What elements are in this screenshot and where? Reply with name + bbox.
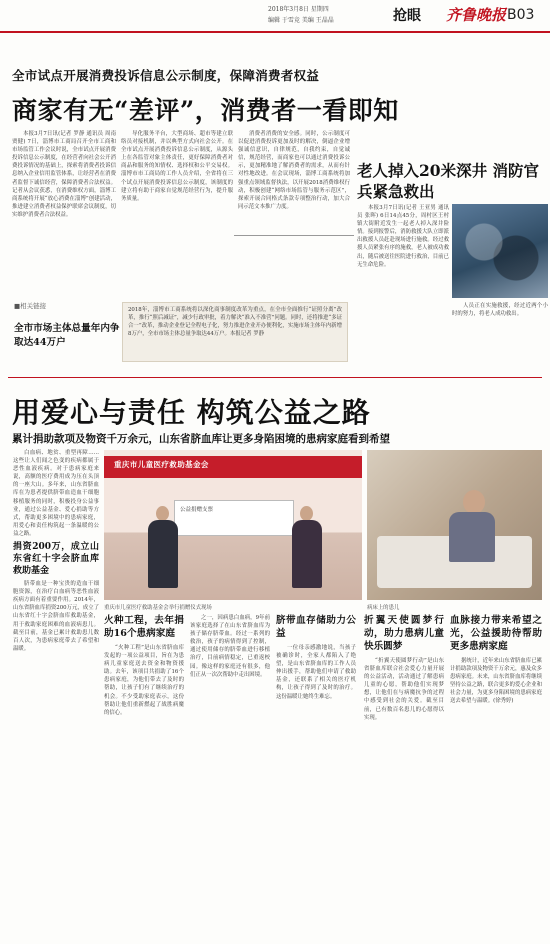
story3-headline: 用爱心与责任 构筑公益之路: [12, 396, 371, 429]
story3-subhead-3: 脐带血存储助力公益: [276, 615, 356, 639]
story1-column-3: [238, 130, 350, 230]
story3-lead: 白血病、地贫、重型再障……这些让人们闻之色变的疾病都属于恶性血液疾病。对于患病家庭来说，高额的医疗费用成为压在头顶的一座大山。多年来，山东省脐血库在为患者提供脐带血造血干细胞移植服务的同时，积极投身公益事业，通过公益基金、爱心捐助等方式，帮助更多困境中的患病家庭，用爱心和责任构筑起一条温暖的公益之路。: [13, 450, 99, 537]
story3-text: 之一，因病患白血病，9年前该家庭选择了在山东省脐血库为孩子储存脐带血。经过一系列的救治，孩子的病情得到了控制，通过使用储存的脐带血进行移植治疗，目前病情稳定，已重返校园。像这样的家庭还有很多，他们正从一次次帮助中走出困境。: [190, 615, 270, 678]
section-divider: [8, 377, 542, 378]
page-number: B03: [507, 7, 535, 23]
donation-ceremony-photo: [104, 450, 362, 600]
related-link-label: ■相关链接: [14, 302, 47, 310]
issue-date: 2018年3月8日 星期四: [268, 6, 329, 13]
newspaper-logo: 齐鲁晚报: [446, 6, 507, 24]
story3-left-body: 脐带血是一种宝贵的造血干细胞资源，在治疗白血病等恶性血液疾病方面有着重要作用。2014年，山东省脐血库捐资200万元，成立了山东省红十字会脐血库救助基金，用于救助家庭困难的血液病患儿。截至目前，基金已累计救助患儿数百人次，为患病家庭带去了希望和温暖。: [13, 581, 99, 652]
person-left: [148, 520, 178, 588]
story3-column-a: [104, 614, 184, 939]
story1-text: 本报3月7日讯(记者 罗静 通讯员 周南 贾健) 7日，淄博市工商局召开全市工商和市场监管工作会议时说，全市试点开展消费投诉信息公示制度，在经营者向社会公开消费投诉情况的基础上，探索将消费者投诉信息纳入企业信用监管体系，让经营者在消费者监督下诚信经营，保障消费者合法权益。记者从会议获悉，在消费维权方面，淄博工商系统将开展“放心消费在淄博”创建活动，推进建立消费者权益保护联席会议制度，切实维护消费者合法权益。: [12, 131, 116, 218]
patient-body: [449, 512, 495, 562]
story3-subhead-2: 火种工程，去年捐助16个患病家庭: [104, 615, 184, 639]
story3-column-c: [276, 614, 356, 939]
story3-text: 据统计，近年来山东省脐血库已累计捐助款项及物资千万余元，惠及众多患病家庭。未来，山东省脐血库将继续坚持公益之路，联合更多的爱心企业和社会力量，为更多身陷困境的患病家庭送去希望与温暖。(徐秀婷): [450, 658, 542, 705]
story3-subhead-1: 捐资200万，成立山东省红十字会脐血库救助基金: [13, 542, 99, 577]
section-name: 抢眼: [393, 8, 421, 24]
masthead-rule: [0, 31, 550, 33]
related-link-title: 全市市场主体总量年内争取达44万户: [14, 323, 120, 348]
editor-credit: 编辑 于雪竞 美编 王晶晶: [268, 17, 334, 24]
person-head-left: [156, 506, 169, 521]
story1-text: 消费者消费的安全感。同时，公示制度可以促进消费投诉更加及时的解决，倒逼企业增强诚信意识，自律规范，自我约束，自觉诚信，规范经营，而商家也可以通过消费投诉公示，更加精准地了解消费者的需求，从而有针对性地改进。在会议现场，淄博工商系统将加强重点领域监督执法，以开展2018消费维权行动，积极创建“网络市场监管与服务示范区”，探索开展合同格式条款专项整治行动，加大合同示范文本推广力度。: [238, 131, 350, 210]
story2-caption: 人员正在实施救援，经过近两个小时的努力，将老人成功救出。: [452, 303, 548, 318]
donation-photo-caption: 重庆市儿童医疗救助基金会举行捐赠仪式现场: [104, 605, 212, 611]
story2-text: 本报3月7日讯(记者 王亚男 通讯员 张晖) 6日14点45分，周村区王村镇大街附近发生一起老人掉入深井险情。接到报警后，消防救援大队立即派出救援人员赶赴现场进行施救。经过救援人员紧张有序的施救，老人被成功救出，随后被送往医院进行救治，目前已无生命危险。: [357, 205, 449, 268]
story3-column-b: [190, 614, 270, 939]
story3-subtitle: 累计捐助款项及物资千万余元，山东省脐血库让更多身陷困境的患病家庭看到希望: [12, 433, 390, 445]
box-rule: [234, 235, 354, 236]
rescue-photo-image: [460, 210, 540, 290]
story3-left-column: [13, 449, 99, 939]
story3-text: 一位母亲感激地说，当孩子被确诊时，全家人都陷入了绝望，是山东省脐血库的工作人员伸出援手，帮助他们申请了救助基金，还联系了相关的医疗机构，让孩子得到了及时的治疗。这份温暖让她终生难忘。: [276, 645, 356, 700]
rescue-photo-caption: [452, 302, 548, 372]
story1-headline: 商家有无“差评”，消费者一看即知: [12, 96, 399, 125]
donation-cheque-text: 公益捐赠支票: [180, 507, 214, 513]
patient-photo: [367, 450, 542, 600]
person-head-right: [300, 506, 313, 521]
story3-subhead-4: 折翼天使圆梦行动，助力患病儿童快乐圆梦: [364, 615, 444, 652]
story3-column-e: [450, 614, 542, 939]
rescue-photo: [452, 204, 548, 298]
story3-column-d: [364, 614, 444, 939]
related-link-text: 2018年，淄博市工商系统将以深化商事制度改革为重点，在全市全面推行“证照分离”改革，推行“照后减证”，减少行政审批，着力解决“准入不准营”问题。同时，还将推进“多证合一”改革，推动企业登记全程电子化，努力推进企业开办便利化，实施市场主体年内新增8万户，全市市场主体总量争取达44万户。本报记者 罗静: [128, 307, 342, 338]
masthead: [0, 0, 550, 30]
patient-head: [463, 490, 485, 514]
story2-headline: 老人掉入20米深井 消防官兵紧急救出: [357, 161, 539, 201]
story1-kicker: 全市试点开展消费投诉信息公示制度，保障消费者权益: [12, 68, 320, 83]
story1-text: 导化服务平台，大型商场、超市等建立联络员对接机制，并以典型方式向社会公开。在全市试点开展消费投诉信息公示制度，从源头上在各监管对象主体责任，更好保障消费者对商品和服务的知情权、选择权和公平交易权。淄博市市工商局的工作人员介绍，全省将在三个试点开展消费投诉信息公示制度，该制度的建立将有助于商家自觉规范经营行为，提升服务质量。: [121, 131, 233, 202]
related-link-box: [122, 302, 348, 362]
patient-photo-caption: 病床上的患儿: [367, 605, 400, 611]
story3-text: “火种工程”是山东省脐血库发起的一项公益项目，旨在为患病儿童家庭送去资金和物资援助。去年，该项目共捐助了16个患病家庭，为他们带去了及时的帮助，让孩子们有了继续治疗的机会。不少受助家庭表示，这份帮助让他们重新燃起了战胜病魔的信心。: [104, 645, 184, 716]
person-right: [292, 520, 322, 588]
story2-body: [357, 204, 449, 372]
story1-column-2: [121, 130, 233, 295]
story1-column-1: [12, 130, 116, 295]
story3-text: “折翼天使圆梦行动”是山东省脐血库联合社会爱心力量开展的公益活动，活动通过了解患病儿童的心愿，帮助他们实现梦想，让他们在与病魔抗争的过程中感受到社会的关爱。截至目前，已有数百名患儿的心愿得以实现。: [364, 658, 444, 721]
story3-subhead-5: 血脉接力带来希望之光，公益援助待帮助更多患病家庭: [450, 615, 542, 652]
photo-banner-text: 重庆市儿童医疗救助基金会: [114, 460, 209, 469]
